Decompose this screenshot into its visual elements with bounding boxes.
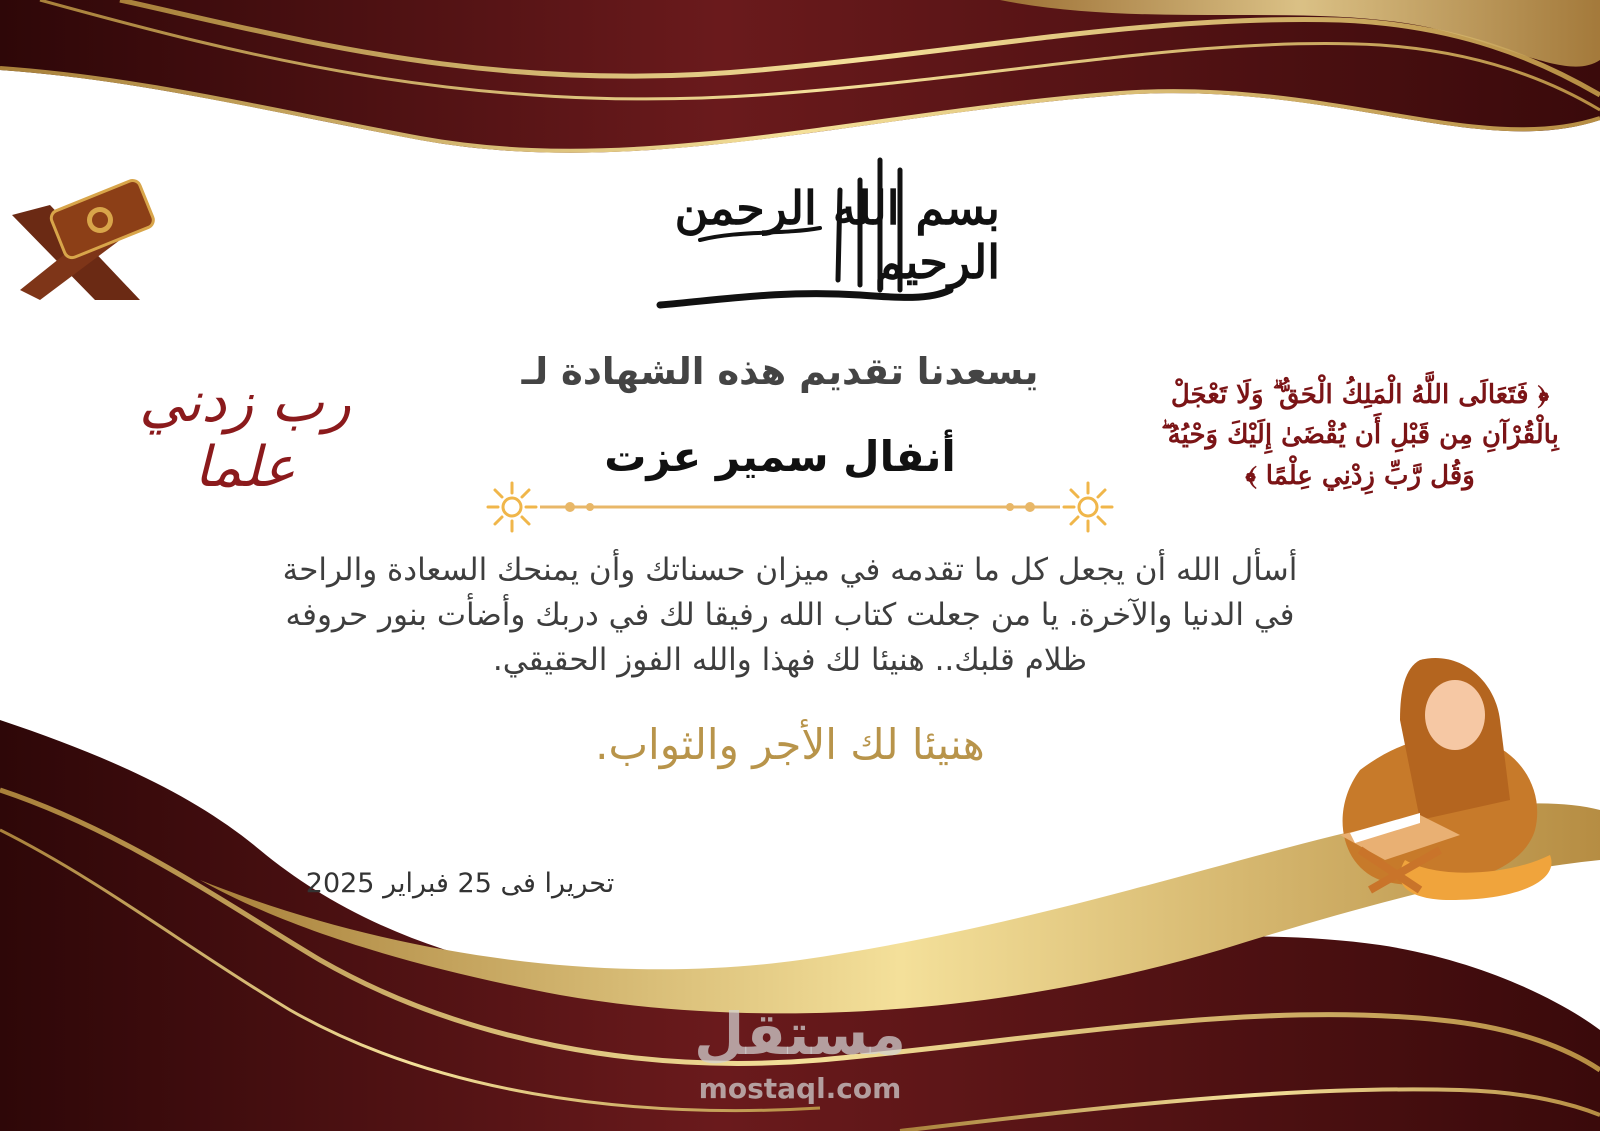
certificate-body: أسأل الله أن يجعل كل ما تقدمه في ميزان حسناتك وأن يمنحك السعادة والراحة في الدنيا والآخرة. يا من جعلت كتاب الله رفيقا لك في دربك وأضأت بنور حروفه ظلام قلبك.. هنيئا لك فهذا والله الفوز الحقيقي. (282, 552, 1298, 678)
quran-verse: ﴿ فَتَعَالَى اللَّهُ الْمَلِكُ الْحَقُّ ۗ وَلَا تَعْجَلْ بِالْقُرْآنِ مِن قَبْلِ أَن يُقْضَىٰ إِلَيْكَ وَحْيُهُ ۖ وَقُل رَّبِّ زِدْنِي عِلْمًا ﴾ (1161, 380, 1559, 491)
sun-flower-ornament-icon (1064, 483, 1112, 531)
watermark-arabic: مستقل (693, 1000, 907, 1068)
issue-date: تحريرا فى 25 فبراير 2025 (305, 868, 615, 899)
recipient-name: أنفال سمير عزت (604, 432, 956, 481)
watermark-latin: mostaql.com (698, 1072, 902, 1105)
calligraphy-rabbi-zidni-ilma: رب زدني علما (139, 370, 351, 500)
congratulations-line: هنيئا لك الأجر والثواب. (595, 720, 985, 769)
sun-flower-ornament-icon (488, 483, 536, 531)
divider-ornament (540, 502, 1060, 512)
quran-stand-icon (12, 178, 156, 300)
certificate-intro: يسعدنا تقديم هذه الشهادة لـ (521, 350, 1039, 393)
basmala-title: بسم الله الرحمن الرحيم (674, 181, 1000, 289)
